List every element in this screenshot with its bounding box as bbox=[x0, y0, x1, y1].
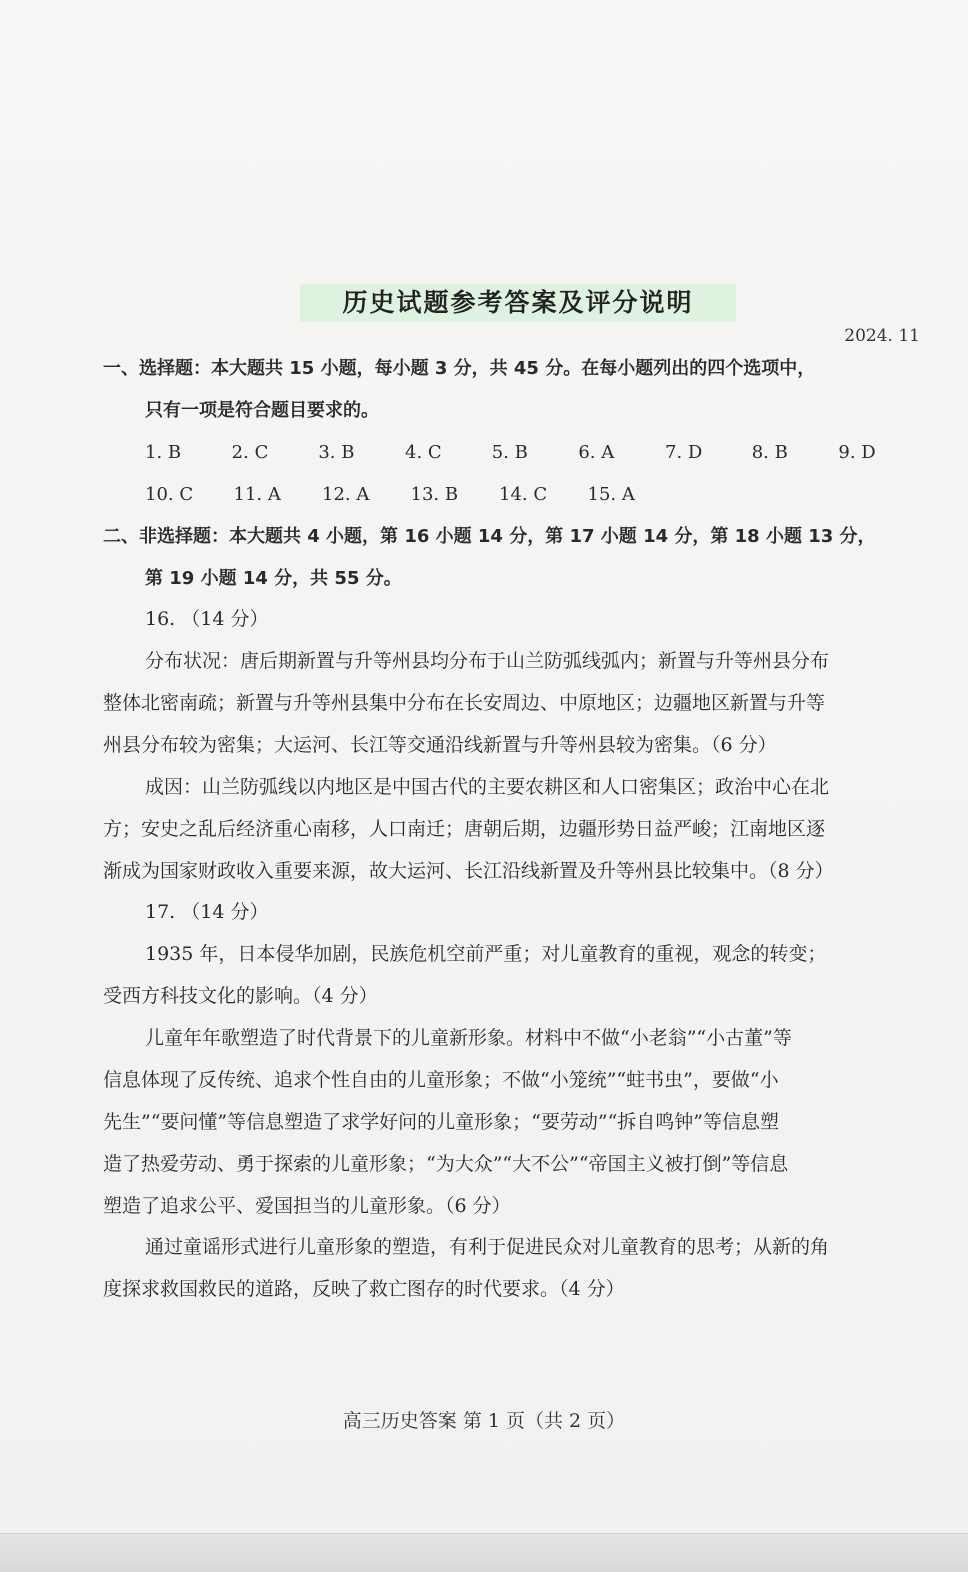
q17-paragraph2-line4: 造了热爱劳动、勇于探索的儿童形象；“为大众”“大不公”“帝国主义被打倒”等信息 bbox=[103, 1153, 789, 1175]
q16-paragraph1-line1: 分布状况：唐后期新置与升等州县均分布于山兰防弧线弧内；新置与升等州县分布 bbox=[145, 650, 830, 672]
answer-item: 14. C bbox=[499, 484, 548, 505]
viewer-bottom-bar bbox=[0, 1533, 968, 1572]
answer-item: 6. A bbox=[578, 442, 615, 463]
document-title: 历史试题参考答案及评分说明 bbox=[300, 284, 736, 322]
q17-paragraph2-line2: 信息体现了反传统、追求个性自由的儿童形象；不做“小笼统”“蛀书虫”，要做“小 bbox=[103, 1069, 779, 1091]
q16-paragraph2-line3: 渐成为国家财政收入重要来源，故大运河、长江沿线新置及升等州县比较集中。（8 分） bbox=[103, 860, 834, 882]
section1-heading-line1: 一、选择题：本大题共 15 小题，每小题 3 分，共 45 分。在每小题列出的四个选项中， bbox=[103, 358, 816, 379]
q17-paragraph3-line2: 度探求救国救民的道路，反映了救亡图存的时代要求。（4 分） bbox=[103, 1278, 625, 1300]
q17-paragraph2-line5: 塑造了追求公平、爱国担当的儿童形象。（6 分） bbox=[103, 1195, 511, 1217]
answer-item: 11. A bbox=[233, 484, 281, 505]
q17-paragraph3-line1: 通过童谣形式进行儿童形象的塑造，有利于促进民众对儿童教育的思考；从新的角 bbox=[145, 1236, 830, 1258]
answers-row-1 bbox=[145, 440, 925, 466]
q17-paragraph2-line3: 先生”“要问懂”等信息塑造了求学好问的儿童形象；“要劳动”“拆自鸣钟”等信息塑 bbox=[103, 1111, 779, 1133]
q16-header: 16. （14 分） bbox=[145, 608, 269, 630]
q17-paragraph2-line1: 儿童年年歌塑造了时代背景下的儿童新形象。材料中不做“小老翁”“小古董”等 bbox=[145, 1027, 792, 1049]
answer-item: 13. B bbox=[410, 484, 459, 505]
answer-item: 10. C bbox=[145, 484, 194, 505]
q16-paragraph2-line1: 成因：山兰防弧线以内地区是中国古代的主要农耕区和人口密集区；政治中心在北 bbox=[145, 776, 830, 798]
answer-item: 2. C bbox=[231, 442, 269, 463]
q17-paragraph1-line2: 受西方科技文化的影响。（4 分） bbox=[103, 985, 378, 1007]
page-footer: 高三历史答案 第 1 页（共 2 页） bbox=[342, 1410, 626, 1432]
q17-paragraph1-line1: 1935 年，日本侵华加剧，民族危机空前严重；对儿童教育的重视，观念的转变； bbox=[145, 943, 827, 965]
document-date: 2024. 11 bbox=[844, 326, 920, 346]
section2-heading-line1: 二、非选择题：本大题共 4 小题，第 16 小题 14 分，第 17 小题 14 分，第 18 小题 13 分， bbox=[103, 526, 876, 547]
answer-item: 15. A bbox=[587, 484, 635, 505]
answer-item: 5. B bbox=[491, 442, 528, 463]
answer-item: 9. D bbox=[838, 442, 876, 463]
q16-paragraph1-line3: 州县分布较为密集；大运河、长江等交通沿线新置与升等州县较为密集。（6 分） bbox=[103, 734, 777, 756]
answer-item: 3. B bbox=[318, 442, 355, 463]
q17-header: 17. （14 分） bbox=[145, 901, 269, 923]
answer-item: 4. C bbox=[405, 442, 442, 463]
answer-item: 7. D bbox=[665, 442, 703, 463]
q16-paragraph1-line2: 整体北密南疏；新置与升等州县集中分布在长安周边、中原地区；边疆地区新置与升等 bbox=[103, 692, 826, 714]
q16-paragraph2-line2: 方；安史之乱后经济重心南移，人口南迁；唐朝后期，边疆形势日益严峻；江南地区逐 bbox=[103, 818, 826, 840]
answers-row-2 bbox=[145, 482, 925, 508]
section1-heading-line2: 只有一项是符合题目要求的。 bbox=[145, 400, 379, 421]
section2-heading-line2: 第 19 小题 14 分，共 55 分。 bbox=[145, 568, 402, 589]
answer-item: 8. B bbox=[751, 442, 788, 463]
answer-item: 1. B bbox=[145, 442, 182, 463]
answer-item: 12. A bbox=[322, 484, 370, 505]
